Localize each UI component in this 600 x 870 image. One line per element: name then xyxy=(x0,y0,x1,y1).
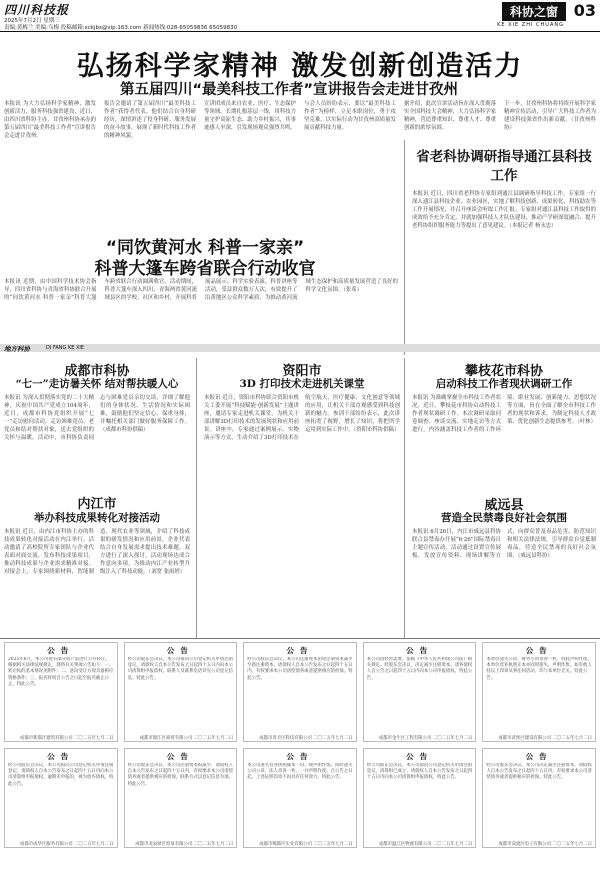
notice-title: 公告 xyxy=(166,752,194,761)
section-pinyin: KE XIE ZHI CHUANG xyxy=(497,22,564,28)
editors-line: 责编:黄梅兰 美编:乌梅 投稿邮箱:xckjbs@vip.163.com 新闻热线:028-65059836 65059830 xyxy=(4,25,238,31)
notice-signature: 成都市青羊区科技有限公司 二〇二五年七月二日 xyxy=(259,736,353,741)
header-rule xyxy=(0,31,600,32)
column-divider xyxy=(196,358,197,638)
page-number: 03 xyxy=(573,1,596,20)
notice-signature: 成都市温江区物流有限公司 二〇二五年七月二日 xyxy=(378,842,473,847)
column-divider xyxy=(404,358,405,638)
notice-signature: 成都市龙泉驿区贸易有限公司 二〇二五年七月二日 xyxy=(135,842,234,847)
notice-body: 本公司因经营需要，依据《中华人民共和国公司法》相关规定，经股东会决议，决定减少注册资本。请各债权人自公告之日起四十五日内向本公司申报债权。特此公告。 xyxy=(366,657,473,681)
ziyang-city: 资阳市 xyxy=(282,364,322,379)
section-band xyxy=(0,344,600,352)
notice-signature: 成都市锦江区商贸有限公司 二〇二五年七月二日 xyxy=(139,736,234,741)
notice-title: 公告 xyxy=(525,752,553,761)
neijiang-city: 内江市 xyxy=(77,497,117,512)
panzhihua-city: 攀枝花市科协 xyxy=(464,364,543,379)
panzhihua-body: 本报讯 为准确掌握全市科技工作者状况，近日，攀枝花市科协启动科技工作者现状调研工作。本次调研采取问卷调查、座谈交流、实地走访等方式进行，内容涵盖科技工作者的工作环境、职业发展、创新能力、思想状况等方面，旨在全面了解全市科技工作者的现状和诉求，为制定科技人才政策、优化创新生态提供参考。（叶林） xyxy=(412,395,596,433)
chengdu-body: 本报讯 为深入贯彻落实党的二十大精神，庆祝中国共产党成立104周年，近日，成都市科协党组织开展“七一”走访慰问活动，走访困难党员、老党员和结对帮扶对象，送去党组织的关怀与温暖。活动中，市科协负责同志与困难党员亲切交谈，详细了解他们的身体状况、生活情况和实际困难，鼓励他们坚定信心、保重身体，并嘱托相关部门做好服务保障工作。（成都市科协供稿） xyxy=(4,395,190,441)
lead-paragraph: 据介绍，此次宣讲活动旨在深入贯彻落实全国科技大会精神，大力弘扬科学家精神，营造尊重知识、尊重人才、尊重创新的浓厚氛围。 xyxy=(404,101,496,131)
chengdu-headline: “七一”走访暑关怀 结对帮扶暖人心 xyxy=(15,378,179,390)
notices-grid xyxy=(4,642,596,848)
notice-title: 公告 xyxy=(525,646,553,655)
neijiang-headline: 举办科技成果转化对接活动 xyxy=(34,512,160,524)
notices-rule xyxy=(0,638,600,639)
weiyuan-city: 威远县 xyxy=(484,498,524,513)
notice-title: 公告 xyxy=(406,752,434,761)
weiyuan-headline: 营造全民禁毒良好社会氛围 xyxy=(441,512,567,524)
kepu-body: 本报讯 近期，由中国科学技术协会指导，四川省科协与青海省科协联合开展的“同饮黄河水 科普一家亲”科普大篷车跨省联合行动圆满收官。活动期间，科普大篷车深入四川、青海两省黄河流域县区的学校、社区和乡村，开展科普展品展示、科学实验表演、科普讲座等活动，受益群众数万人次，有效提升了沿黄地区公众科学素质，为推动黄河流域生态保护和高质量发展营造了良好的科学文化氛围。（张希） xyxy=(4,279,398,301)
notice-title: 公告 xyxy=(166,646,194,655)
lead-headline: 弘扬科学家精神 激发创新创造活力 xyxy=(76,51,524,82)
chengdu-city: 成都市科协 xyxy=(64,364,130,379)
notice xyxy=(482,748,596,848)
notice-body: 本公司遗失营业执照副本一份，现声明作废。同时遗失公司公章、法人章各一枚，一并声明作废。自公告之日起，上述证照印章不再具有任何效力。特此公告。 xyxy=(247,763,353,781)
notice-body: 2025年6月，本公司现有部分资产需进行公开转让，根据相关法律法规规定，现将有关事项公告如下：一、转让标的基本情况见附件；二、意向受让方须具备相应资格条件；三、报名时间自公告之日起至报名截止日止。特此公告。 xyxy=(8,657,114,687)
kepu-headline-2: 科普大篷车跨省联合行动收官 xyxy=(94,259,316,279)
band-label: 地方科协 xyxy=(4,345,30,353)
lead-paragraph: 与会人员纷纷表示，要以“最美科技工作者”为榜样，立足本职岗位，勇于攻坚克难，以实际行动为甘孜州高质量发展贡献科技力量。 xyxy=(304,101,396,131)
provincial-body: 本报讯 近日，四川省老科协专家组到通江县调研指导科技工作。专家组一行深入通江县科技企业、农业园区，实地了解科技创新、成果转化、科技助农等工作开展情况，并召开座谈会听取工作汇报。专家组对通江县科技工作取得的成效给予充分肯定，并就加强科技人才队伍建设、推动产学研深度融合、提升老科协组织服务能力等提出了意见建议。（本报记者 杨永忠） xyxy=(412,191,596,229)
notice-signature: 成都市成华区服务有限公司 二〇二五年七月二日 xyxy=(19,842,114,847)
lead-paragraph: 本报讯 为大力弘扬科学家精神，激发创新活力，服务科技强省建设，近日，由四川省科协主办，甘孜州科协承办的第五届四川“最美科技工作者”宣讲报告会走进甘孜州。 xyxy=(4,101,96,139)
band-pinyin: DI FANG KE XIE xyxy=(46,345,85,351)
panzhihua-headline: 启动科技工作者现状调研工作 xyxy=(435,378,573,390)
notice xyxy=(124,748,238,848)
section-title: 科协之窗 xyxy=(502,2,566,21)
notice-signature: 成都市武侯区建设有限公司 二〇二五年七月二日 xyxy=(498,736,592,741)
notice xyxy=(4,748,118,848)
notice-body: 经公司股东会决议，本公司决定减少注册资本，请债权人自本公告发布之日起四十五日内，有权要求本公司清偿债务或者提供相应的担保。特此公告。 xyxy=(486,763,592,781)
notice xyxy=(482,642,596,742)
neijiang-body: 本报讯 近日，由内江市科协主办的科技成果转化对接活动在内江举行。活动邀请了高校院所专家团队与企业代表面对面交流，发布科技成果项目，推动科技成果与企业需求精准对接。对接会上，专家围绕新材料、智能制造、现代农业等领域，介绍了科技成果的研发情况和应用前景，企业代表结合自身发展需求提出技术难题，双方进行了深入探讨。活动现场达成合作意向多项，为推动内江产业转型升级注入了科技动能。（刘宽 张雨婷） xyxy=(4,529,190,575)
notice-body: 经公司股东会决议，本公司注册资本拟减少，请债权人自本公告发布之日起四十五日内，有权要求本公司清偿债务或者提供相应的担保。联系方式以登记信息为准。特此公告。 xyxy=(127,763,233,787)
notice xyxy=(243,642,357,742)
notice-signature: 成都市双流区电子有限公司 二〇二五年七月二日 xyxy=(498,842,592,847)
ziyang-headline: 3D 打印技术走进机关课堂 xyxy=(239,378,365,390)
kepu-headline-1: “同饮黄河水 科普一家亲” xyxy=(105,238,305,258)
notice-body: 经公司股东会决议，本公司拟向公司登记机关申请注销登记，请债权人自本公告发布之日起四十五日内向本公司清算组申报债权。联系人及联系电话详见公司登记信息。特此公告。 xyxy=(127,657,233,681)
notice xyxy=(4,642,118,742)
notice-body: 本单位遗失公章、财务专用章各一枚，特此声明作废。本单位营业执照正本亦同时遗失，声明作废。如有他人持以上印章从事任何活动，均与本单位无关。特此公告。 xyxy=(486,657,592,681)
notice-title: 公告 xyxy=(47,752,75,761)
notice-signature: 成都市郫都区实业有限公司 二〇二五年七月二日 xyxy=(259,842,353,847)
notice-signature: 成都市金牛区工程有限公司 二〇二五年七月二日 xyxy=(378,736,473,741)
notice xyxy=(124,642,238,742)
notice xyxy=(363,748,477,848)
newspaper-logo: 四川科技报 xyxy=(4,3,70,17)
lead-subheadline: 第五届四川“最美科技工作者”宣讲报告会走进甘孜州 xyxy=(120,82,459,98)
notice-signature: 成都市新都区建筑有限公司 二〇二五年七月二日 xyxy=(19,736,114,741)
notice-title: 公告 xyxy=(286,752,314,761)
lead-paragraph: 宣讲团成员来自农业、医疗、生态保护等领域，长期扎根基层一线，用科技力量守护高原生态、助力乡村振兴，其事迹感人至深，引发现场观众强烈共鸣。 xyxy=(204,101,296,131)
notice-body: 经公司股东会决议，本公司拟向公司登记机关申请注销登记，请债权人自本公告发布之日起四十五日内向本公司清算组申报债权。逾期未申报的，视为放弃债权。特此公告。 xyxy=(8,763,114,787)
notice-title: 公告 xyxy=(286,646,314,655)
ziyang-body: 本报讯 近日，资阳市科协联合资阳市机关工委开展“科技赋能·创新发展”主题讲座，邀请专家走进机关课堂，为机关干部讲解3D打印技术的发展现状和应用前景。讲座中，专家通过案例展示、实物演示等方式，生动介绍了3D打印技术在航空航天、医疗健康、文化创意等领域的应用，让机关干部直观感受到科技创新的魅力。参训干部纷纷表示，此次讲座拓宽了视野，增长了知识，将把所学运用到实际工作中。（资阳市科协供稿） xyxy=(204,395,400,441)
provincial-headline: 省老科协调研指导通江县科技工作 xyxy=(416,149,592,184)
column-divider xyxy=(404,140,405,355)
notice-title: 公告 xyxy=(47,646,75,655)
notice-body: 经公司股东会决议，本公司拟向公司登记机关申请注销登记，清算组已成立，请债权人自本公告发布之日起四十五日内向本公司清算组申报债权。特此公告。 xyxy=(366,763,473,781)
lead-paragraph: 下一步，甘孜州科协将持续开展科学家精神宣传活动，引导广大科技工作者为建设科技强省作出新贡献。（甘孜州科协） xyxy=(504,101,596,131)
weiyuan-body: 本报讯 6月26日，内江市威远县科协联合县禁毒办开展“6·26”国际禁毒日主题宣传活动。活动通过设置宣传展板、发放宣传资料、现场讲解等方式，向群众普及毒品危害、防范知识和相关法律法规，引导群众自觉抵制毒品，营造全民禁毒的良好社会氛围。（威远县科协） xyxy=(412,529,596,559)
notice xyxy=(363,642,477,742)
lead-paragraph: 报告会邀请了第五届四川“最美科技工作者”获得者代表，他们结合自身科研经历，深情讲述了投身科研、服务发展的奋斗故事，展现了新时代科技工作者的精神风貌。 xyxy=(104,101,196,139)
date-line: 2025年7月2日 星期三 xyxy=(4,18,60,24)
notice-title: 公告 xyxy=(406,646,434,655)
notice xyxy=(243,748,357,848)
notice-body: 经公司股东会决议，本公司注册资本由原注册资本减少至新注册资本，请债权人自本公告发布之日起四十五日内，有权要求本公司清偿债务或者提供相应的担保。特此公告。 xyxy=(247,657,353,681)
